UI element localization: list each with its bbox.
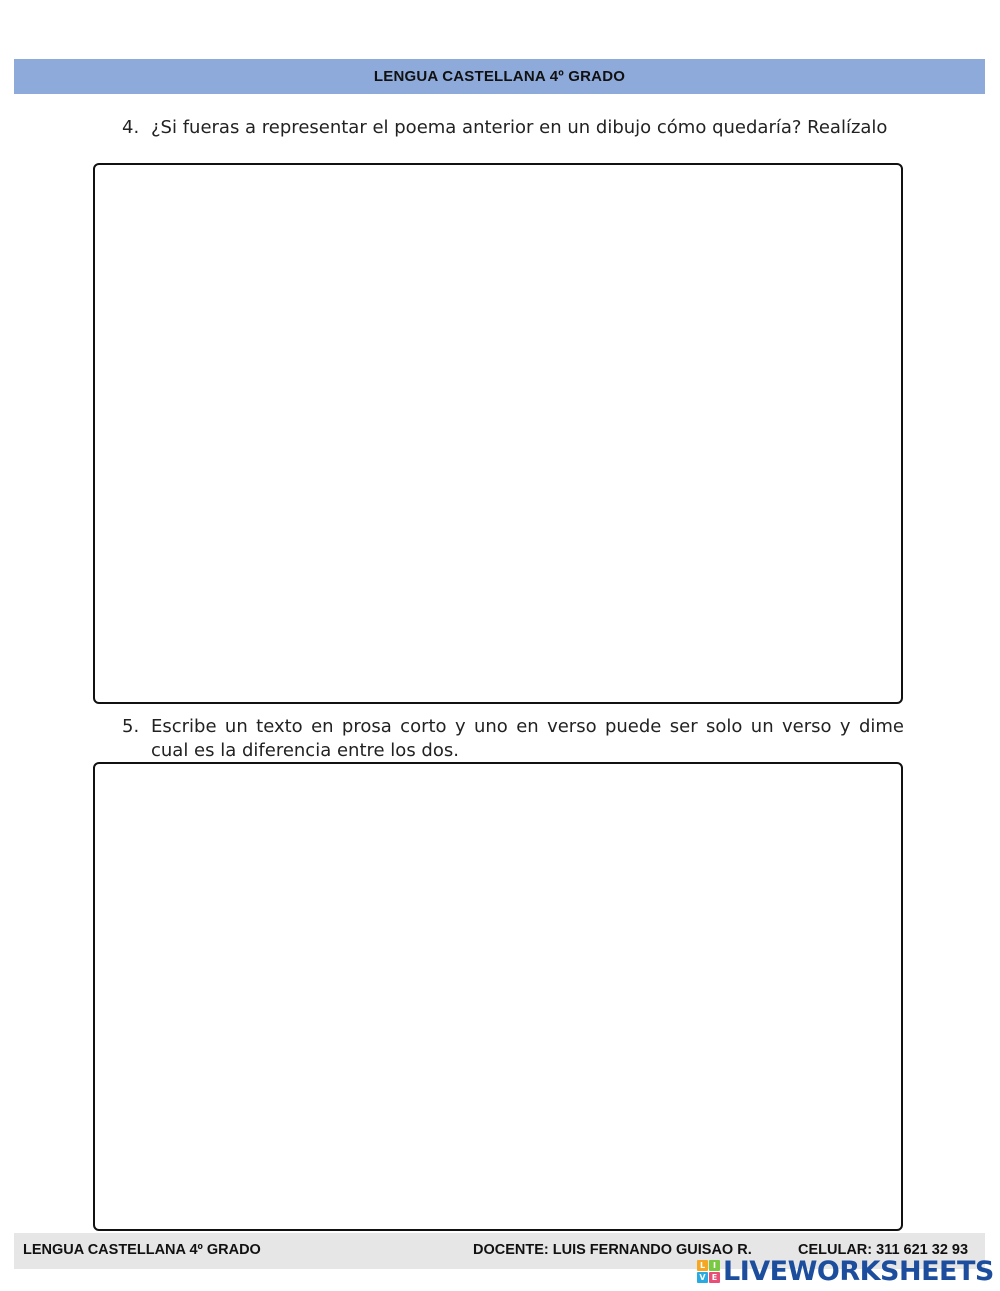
logo-block: E <box>709 1272 720 1283</box>
writing-answer-box[interactable] <box>93 762 903 1231</box>
question-text: ¿Si fueras a representar el poema anterior en un dibujo cómo quedaría? Realízalo <box>151 117 888 138</box>
page-title: LENGUA CASTELLANA 4º GRADO <box>373 68 626 85</box>
question-text: Escribe un texto en prosa corto y uno en verso puede ser solo un verso y dime cual es la diferencia entre los dos. <box>151 716 904 761</box>
footer-subject: LENGUA CASTELLANA 4º GRADO <box>23 1242 261 1258</box>
liveworksheets-logo <box>697 1256 994 1286</box>
question-number: 4. <box>122 117 140 138</box>
logo-wordmark: LIVEWORKSHEETS <box>723 1255 994 1287</box>
header-band <box>14 59 985 94</box>
footer-phone: CELULAR: 311 621 32 93 <box>798 1242 969 1258</box>
logo-block: I <box>709 1260 720 1271</box>
drawing-answer-box[interactable] <box>93 163 903 704</box>
logo-block: L <box>697 1260 708 1271</box>
question-4 <box>122 116 904 140</box>
footer-teacher: DOCENTE: LUIS FERNANDO GUISAO R. <box>473 1242 752 1258</box>
question-number: 5. <box>122 716 140 737</box>
logo-blocks-icon <box>697 1260 720 1283</box>
question-5 <box>122 715 904 763</box>
logo-block: V <box>697 1272 708 1283</box>
